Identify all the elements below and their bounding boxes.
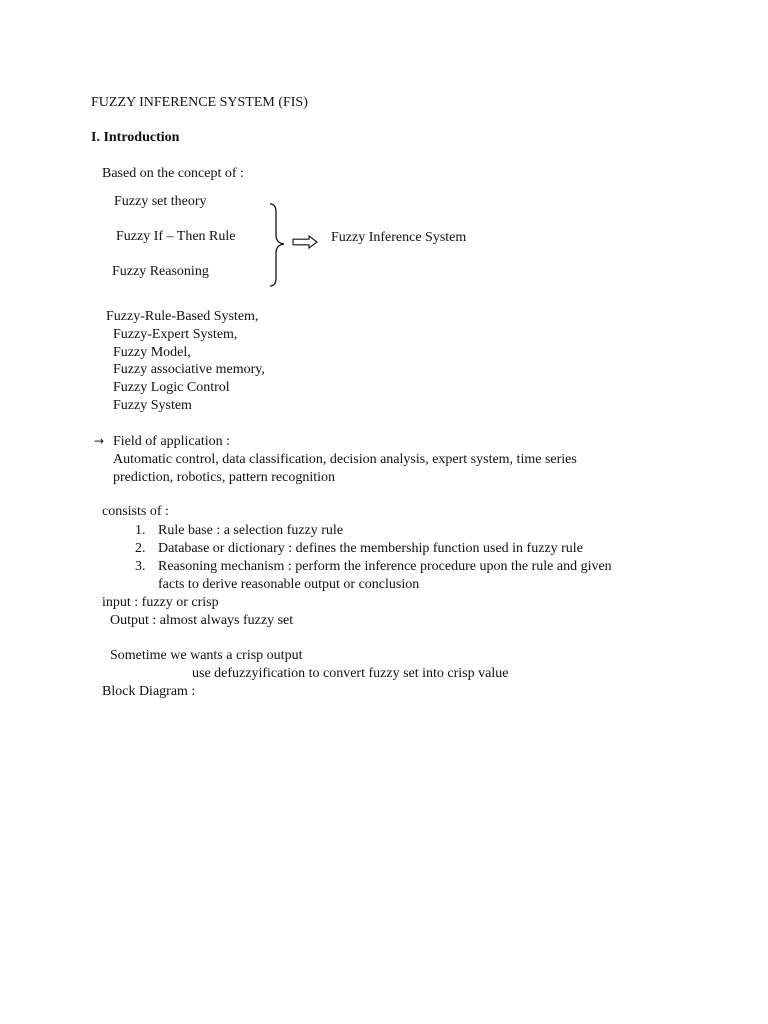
alias-item: Fuzzy-Expert System, (113, 327, 238, 342)
list-item-number: 2. (135, 541, 146, 556)
alias-item: Fuzzy-Rule-Based System, (106, 309, 259, 324)
list-item-text: Reasoning mechanism : perform the inference procedure upon the rule and given (158, 559, 612, 574)
components-label: consists of : (102, 504, 169, 519)
defuzz-text: use defuzzyification to convert fuzzy set into crisp value (192, 666, 509, 681)
block-diagram-label: Block Diagram : (102, 684, 196, 699)
concept-result: Fuzzy Inference System (331, 230, 467, 245)
list-item-text: facts to derive reasonable output or conclusion (158, 577, 420, 592)
application-text-line: prediction, robotics, pattern recognition (113, 470, 335, 485)
application-label-line (90, 432, 230, 451)
components-label-line (90, 503, 169, 521)
list-item-text: Database or dictionary : defines the membership function used in fuzzy rule (158, 541, 583, 556)
block-diagram-line (90, 683, 195, 701)
defuzz-line (180, 665, 508, 683)
input-text: input : fuzzy or crisp (102, 595, 219, 610)
list-item-number: 3. (135, 559, 146, 574)
concept-item-3: Fuzzy Reasoning (112, 264, 209, 279)
concept-item-2: Fuzzy If – Then Rule (116, 229, 236, 244)
crisp-output-text: Sometime we wants a crisp output (110, 648, 303, 663)
application-label: Field of application : (113, 434, 231, 449)
section-heading: I. Introduction (91, 130, 180, 145)
concept-item-1: Fuzzy set theory (114, 194, 207, 209)
right-arrow-icon: → (93, 434, 105, 448)
list-item-number: 1. (135, 523, 146, 538)
output-text: Output : almost always fuzzy set (110, 613, 294, 628)
alias-item: Fuzzy Logic Control (113, 380, 230, 395)
concept-intro-text: Based on the concept of : (102, 166, 244, 181)
alias-item: Fuzzy System (113, 398, 192, 413)
list-item-text: Rule base : a selection fuzzy rule (158, 523, 344, 538)
double-right-arrow-icon (292, 235, 318, 249)
alias-item: Fuzzy Model, (113, 345, 191, 360)
aliases-line-1 (90, 308, 258, 326)
document-title: FUZZY INFERENCE SYSTEM (FIS) (91, 95, 308, 110)
concept-intro-line (90, 165, 244, 183)
input-line (90, 594, 219, 612)
application-text-line: Automatic control, data classification, decision analysis, expert system, time series (113, 452, 577, 467)
right-curly-brace-icon (266, 202, 286, 288)
alias-item: Fuzzy associative memory, (113, 362, 265, 377)
